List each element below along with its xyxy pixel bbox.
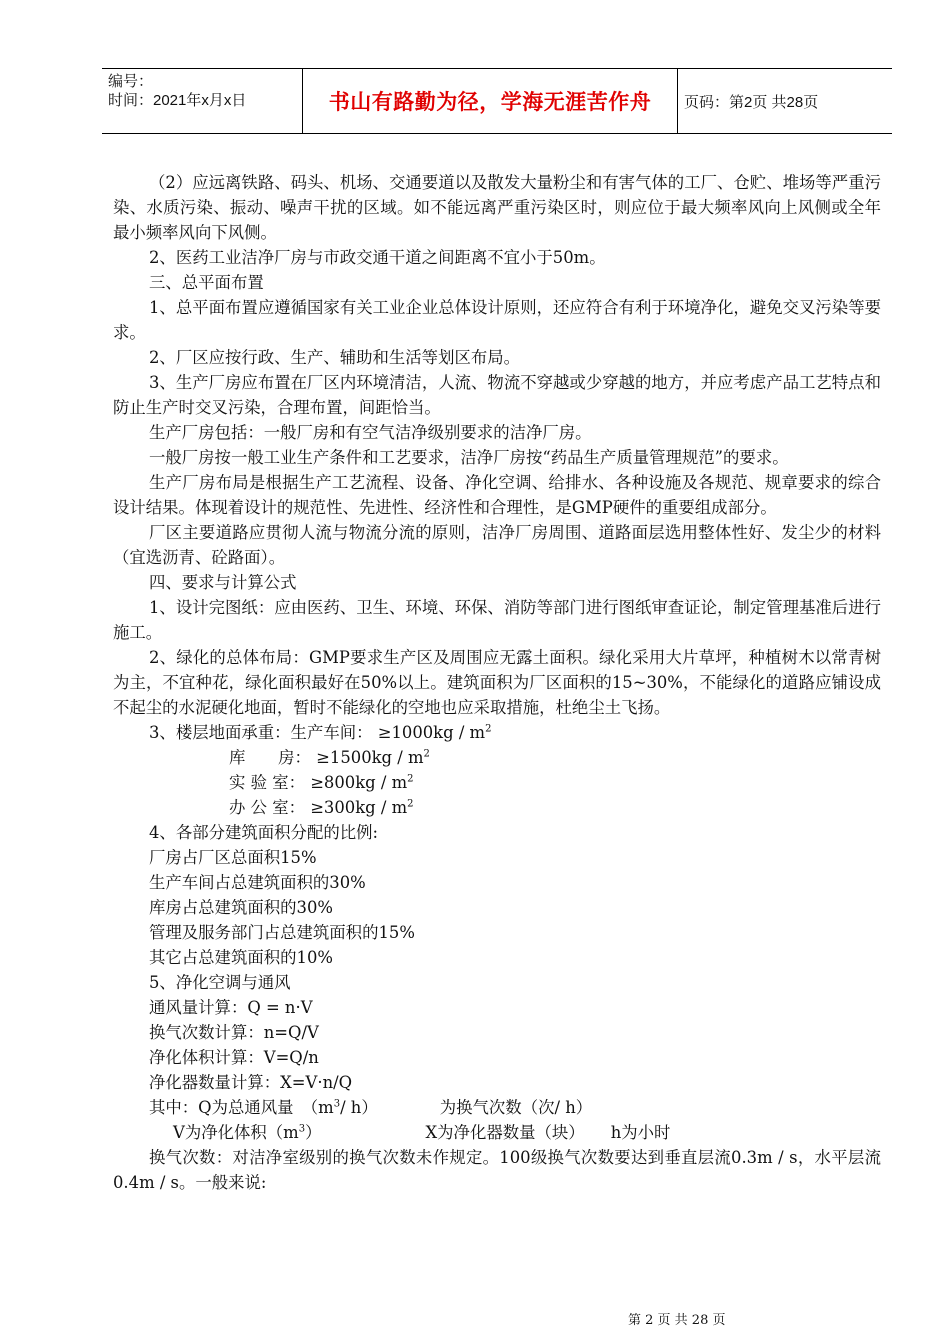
where-text: ）: [305, 1123, 322, 1142]
paragraph: 厂区主要道路应贯彻人流与物流分流的原则，洁净厂房周围、道路面层选用整体性好、发尘少的材料（宜选沥青、砼路面）。: [113, 523, 881, 567]
load-value: ≥1500kg / m: [316, 748, 424, 767]
where-line: [113, 1120, 881, 1145]
page-footer: 第 2 页 共 28 页: [628, 1313, 726, 1328]
load-line: [113, 720, 881, 745]
where-text: h为小时: [610, 1123, 671, 1142]
load-line: [113, 770, 881, 795]
ratio-line: 其它占总建筑面积的10%: [149, 948, 333, 967]
where-line: [113, 1095, 881, 1120]
load-value: ≥1000kg / m: [377, 723, 486, 742]
paragraph: 1、总平面布置应遵循国家有关工业企业总体设计原则，还应符合有利于环境净化，避免交叉污染等要求。: [113, 298, 881, 342]
paragraph: 3、生产厂房应布置在厂区内环境清洁，人流、物流不穿越或少穿越的地方，并应考虑产品工艺特点和防止生产时交叉污染，合理布置，间距恰当。: [113, 373, 881, 417]
paragraph: （2）应远离铁路、码头、机场、交通要道以及散发大量粉尘和有害气体的工厂、仓贮、堆场等严重污染、水质污染、振动、噪声干扰的区域。如不能远离严重污染区时，则应位于最大频率风向上风侧或全年最小频率风向下风侧。: [113, 173, 881, 242]
document-body: [113, 170, 881, 1195]
paragraph: 生产厂房包括：一般厂房和有空气洁净级别要求的洁净厂房。: [149, 423, 592, 442]
formula-line: 通风量计算：Q = n·V: [149, 998, 313, 1017]
where-text: 为换气次数（次/ h）: [439, 1098, 593, 1117]
paragraph: 5、净化空调与通风: [149, 973, 291, 992]
paragraph: 生产厂房布局是根据生产工艺流程、设备、净化空调、给排水、各种设施及各规范、规章要求的综合设计结果。体现着设计的规范性、先进性、经济性和合理性，是GMP硬件的重要组成部分。: [113, 473, 881, 517]
number-label: 编号：: [108, 73, 154, 90]
where-text: 其中：Q为总通风量 （m: [149, 1098, 334, 1117]
section-heading: 三、总平面布置: [149, 273, 264, 292]
superscript: 2: [407, 773, 414, 785]
superscript: 2: [485, 723, 492, 735]
paragraph: 4、各部分建筑面积分配的比例:: [149, 823, 379, 842]
section-heading: 四、要求与计算公式: [149, 573, 297, 592]
load-label: 实 验 室：: [229, 773, 305, 792]
formula-line: 换气次数计算：n=Q/V: [149, 1023, 319, 1042]
page-header: [102, 68, 892, 134]
load-line: [113, 795, 881, 820]
date-label: 时间：2021年x月x日: [108, 92, 247, 109]
paragraph: 2、绿化的总体布局：GMP要求生产区及周围应无露土面积。绿化采用大片草坪，种植树木以常青树为主，不宜种花，绿化面积最好在50%以上。建筑面积为厂区面积的15~30%，不能绿化的道路应铺设成不起尘的水泥硬化地面，暂时不能绿化的空地也应采取措施，杜绝尘土飞扬。: [113, 648, 881, 717]
load-label: 库 房：: [229, 748, 311, 767]
paragraph: 2、厂区应按行政、生产、辅助和生活等划区布局。: [149, 348, 521, 367]
where-text: / h）: [340, 1098, 378, 1117]
where-text: X为净化器数量（块）: [425, 1123, 585, 1142]
header-meta: [102, 69, 303, 133]
paragraph: 一般厂房按一般工业生产条件和工艺要求，洁净厂房按“药品生产质量管理规范”的要求。: [149, 448, 789, 467]
where-text: V为净化体积（m: [173, 1123, 299, 1142]
load-line: [113, 745, 881, 770]
superscript: 2: [423, 748, 430, 760]
ratio-line: 厂房占厂区总面积15%: [149, 848, 317, 867]
superscript: 2: [407, 798, 414, 810]
paragraph: 1、设计完图纸：应由医药、卫生、环境、环保、消防等部门进行图纸审查证论，制定管理基准后进行施工。: [113, 598, 881, 642]
header-motto: 书山有路勤为径，学海无涯苦作舟: [303, 69, 678, 133]
superscript: 3: [333, 1098, 341, 1110]
ratio-line: 生产车间占总建筑面积的30%: [149, 873, 366, 892]
load-label: 办 公 室：: [229, 798, 305, 817]
paragraph: 2、医药工业洁净厂房与市政交通干道之间距离不宜小于50m。: [149, 248, 606, 267]
load-title: 3、楼层地面承重：生产车间：: [149, 723, 373, 742]
formula-line: 净化器数量计算：X=V·n/Q: [149, 1073, 353, 1092]
paragraph: 换气次数：对洁净室级别的换气次数未作规定。100级换气次数要达到垂直层流0.3m / s，水平层流0.4m / s。一般来说:: [113, 1148, 881, 1192]
ratio-line: 库房占总建筑面积的30%: [149, 898, 333, 917]
load-value: ≥800kg / m: [310, 773, 408, 792]
superscript: 3: [298, 1123, 306, 1135]
load-value: ≥300kg / m: [310, 798, 408, 817]
formula-line: 净化体积计算：V=Q/n: [149, 1048, 319, 1067]
ratio-line: 管理及服务部门占总建筑面积的15%: [149, 923, 415, 942]
header-page-label: 页码：第2页 共28页: [684, 93, 819, 111]
